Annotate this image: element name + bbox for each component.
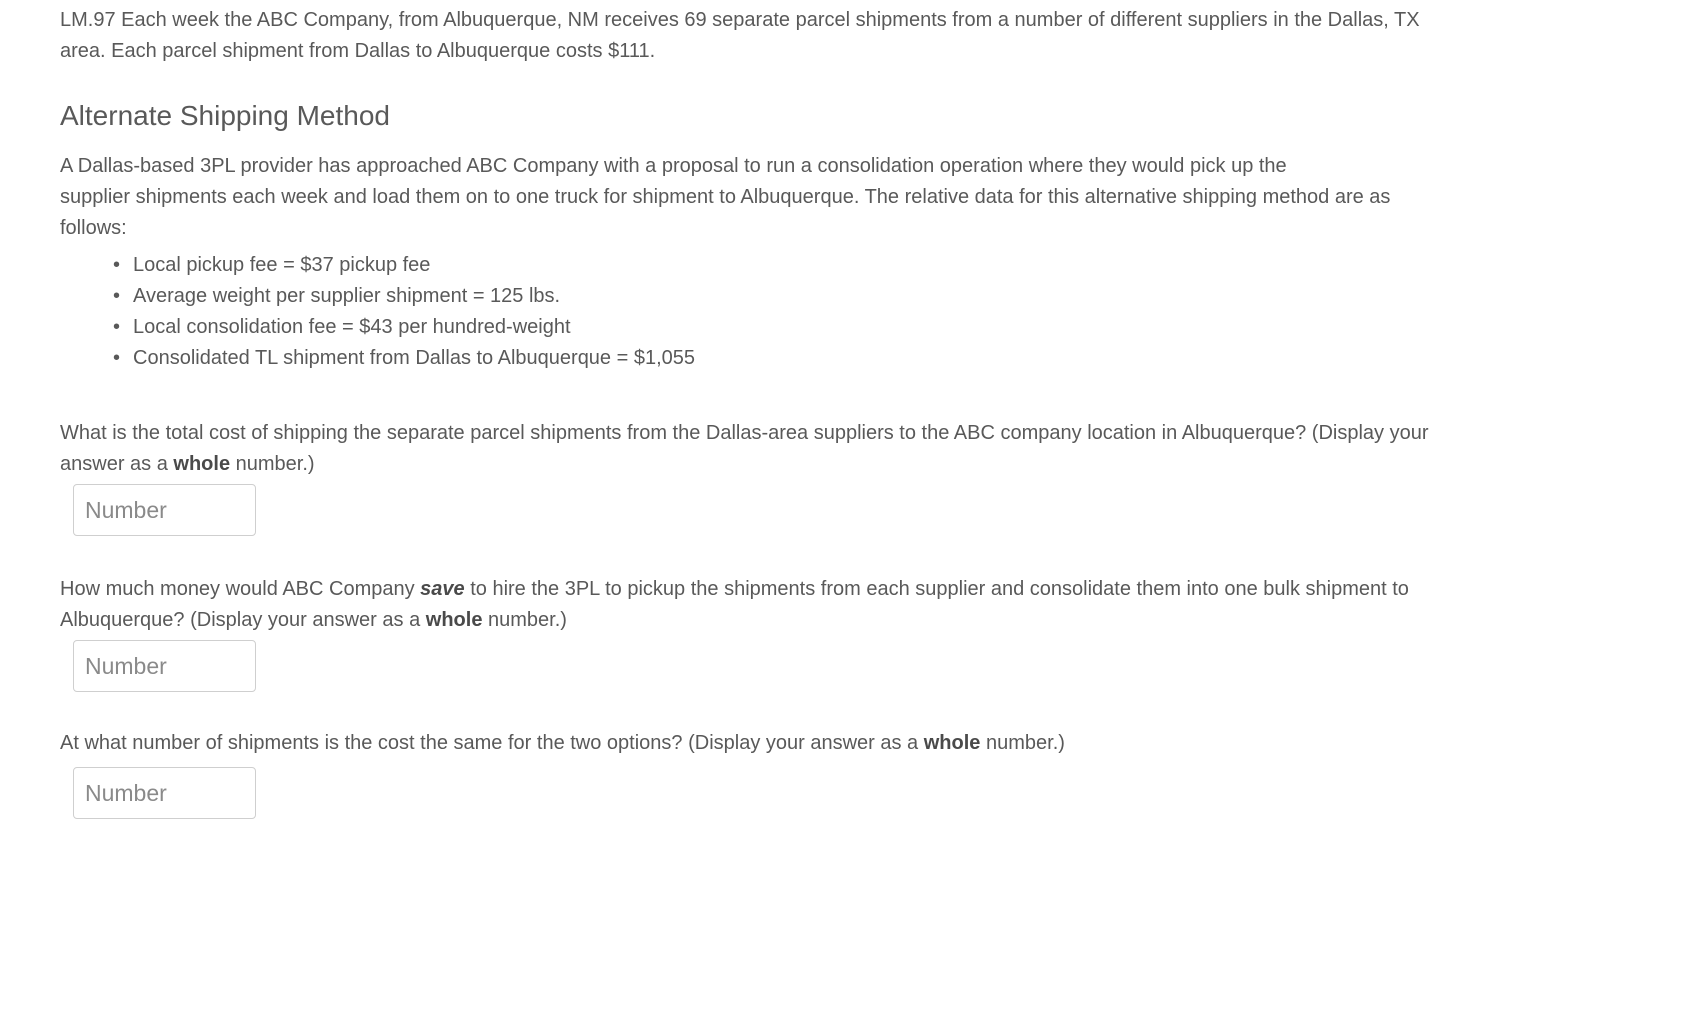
question-2-line-1 [60, 574, 1560, 605]
question-3 [60, 728, 1560, 819]
question-1-text-post: number.) [230, 453, 315, 475]
question-2-text-pre: How much money would ABC Company [60, 578, 421, 600]
problem-intro-line-1: LM.97 Each week the ABC Company, from Albuquerque, NM receives 69 separate parcel shipments from a number of different suppliers in the Dallas, TX [60, 9, 1420, 31]
problem-statement [60, 5, 1560, 67]
list-item [113, 250, 1560, 281]
description-line-3: follows: [60, 217, 127, 239]
bullet-icon: • [113, 254, 121, 276]
list-item-text: Consolidated TL shipment from Dallas to Albuquerque = $1,055 [133, 347, 696, 369]
question-3-line-1 [60, 728, 1560, 759]
bullet-icon: • [113, 347, 121, 369]
question-2-line-2-post: number.) [482, 609, 567, 631]
question-1-line-2 [60, 449, 1560, 480]
question-3-bold-word: whole [923, 732, 981, 754]
list-item-text: Local pickup fee = $37 pickup fee [133, 254, 431, 276]
list-item-text: Local consolidation fee = $43 per hundred-weight [133, 316, 571, 338]
problem-intro-line-2: area. Each parcel shipment from Dallas to Albuquerque costs $111. [60, 40, 656, 62]
question-1-bold-word: whole [173, 453, 231, 475]
list-item [113, 343, 1560, 374]
question-2-emphasis-word: save [420, 578, 465, 600]
question-1-line-1: What is the total cost of shipping the separate parcel shipments from the Dallas-area suppliers to the ABC company location in Albuquerque? (Display your [60, 422, 1429, 444]
question-3-text-post: number.) [980, 732, 1065, 754]
answer-1-input[interactable] [73, 484, 256, 536]
answer-3-input[interactable] [73, 767, 256, 819]
bullet-icon: • [113, 285, 121, 307]
question-2-bold-word: whole [425, 609, 483, 631]
answer-2-input[interactable] [73, 640, 256, 692]
bullet-icon: • [113, 316, 121, 338]
list-item [113, 281, 1560, 312]
question-1 [60, 418, 1560, 536]
section-heading: Alternate Shipping Method [60, 100, 390, 131]
description-line-2: supplier shipments each week and load them on to one truck for shipment to Albuquerque. The relative data for this alternative shipping method are as [60, 186, 1391, 208]
question-2-line-2-pre: Albuquerque? (Display your answer as a [60, 609, 426, 631]
question-1-text-pre: answer as a [60, 453, 174, 475]
question-3-text-pre: At what number of shipments is the cost the same for the two options? (Display your answer as a [60, 732, 924, 754]
section-description [60, 151, 1550, 244]
question-2 [60, 574, 1560, 692]
list-item [113, 312, 1560, 343]
problem-page [60, 5, 1560, 819]
shipping-data-list [60, 250, 1560, 374]
question-2-line-2 [60, 605, 1560, 636]
description-line-1: A Dallas-based 3PL provider has approached ABC Company with a proposal to run a consolidation operation where they would pick up the [60, 155, 1287, 177]
question-2-text-post: to hire the 3PL to pickup the shipments from each supplier and consolidate them into one bulk shipment to [464, 578, 1409, 600]
list-item-text: Average weight per supplier shipment = 125 lbs. [133, 285, 561, 307]
